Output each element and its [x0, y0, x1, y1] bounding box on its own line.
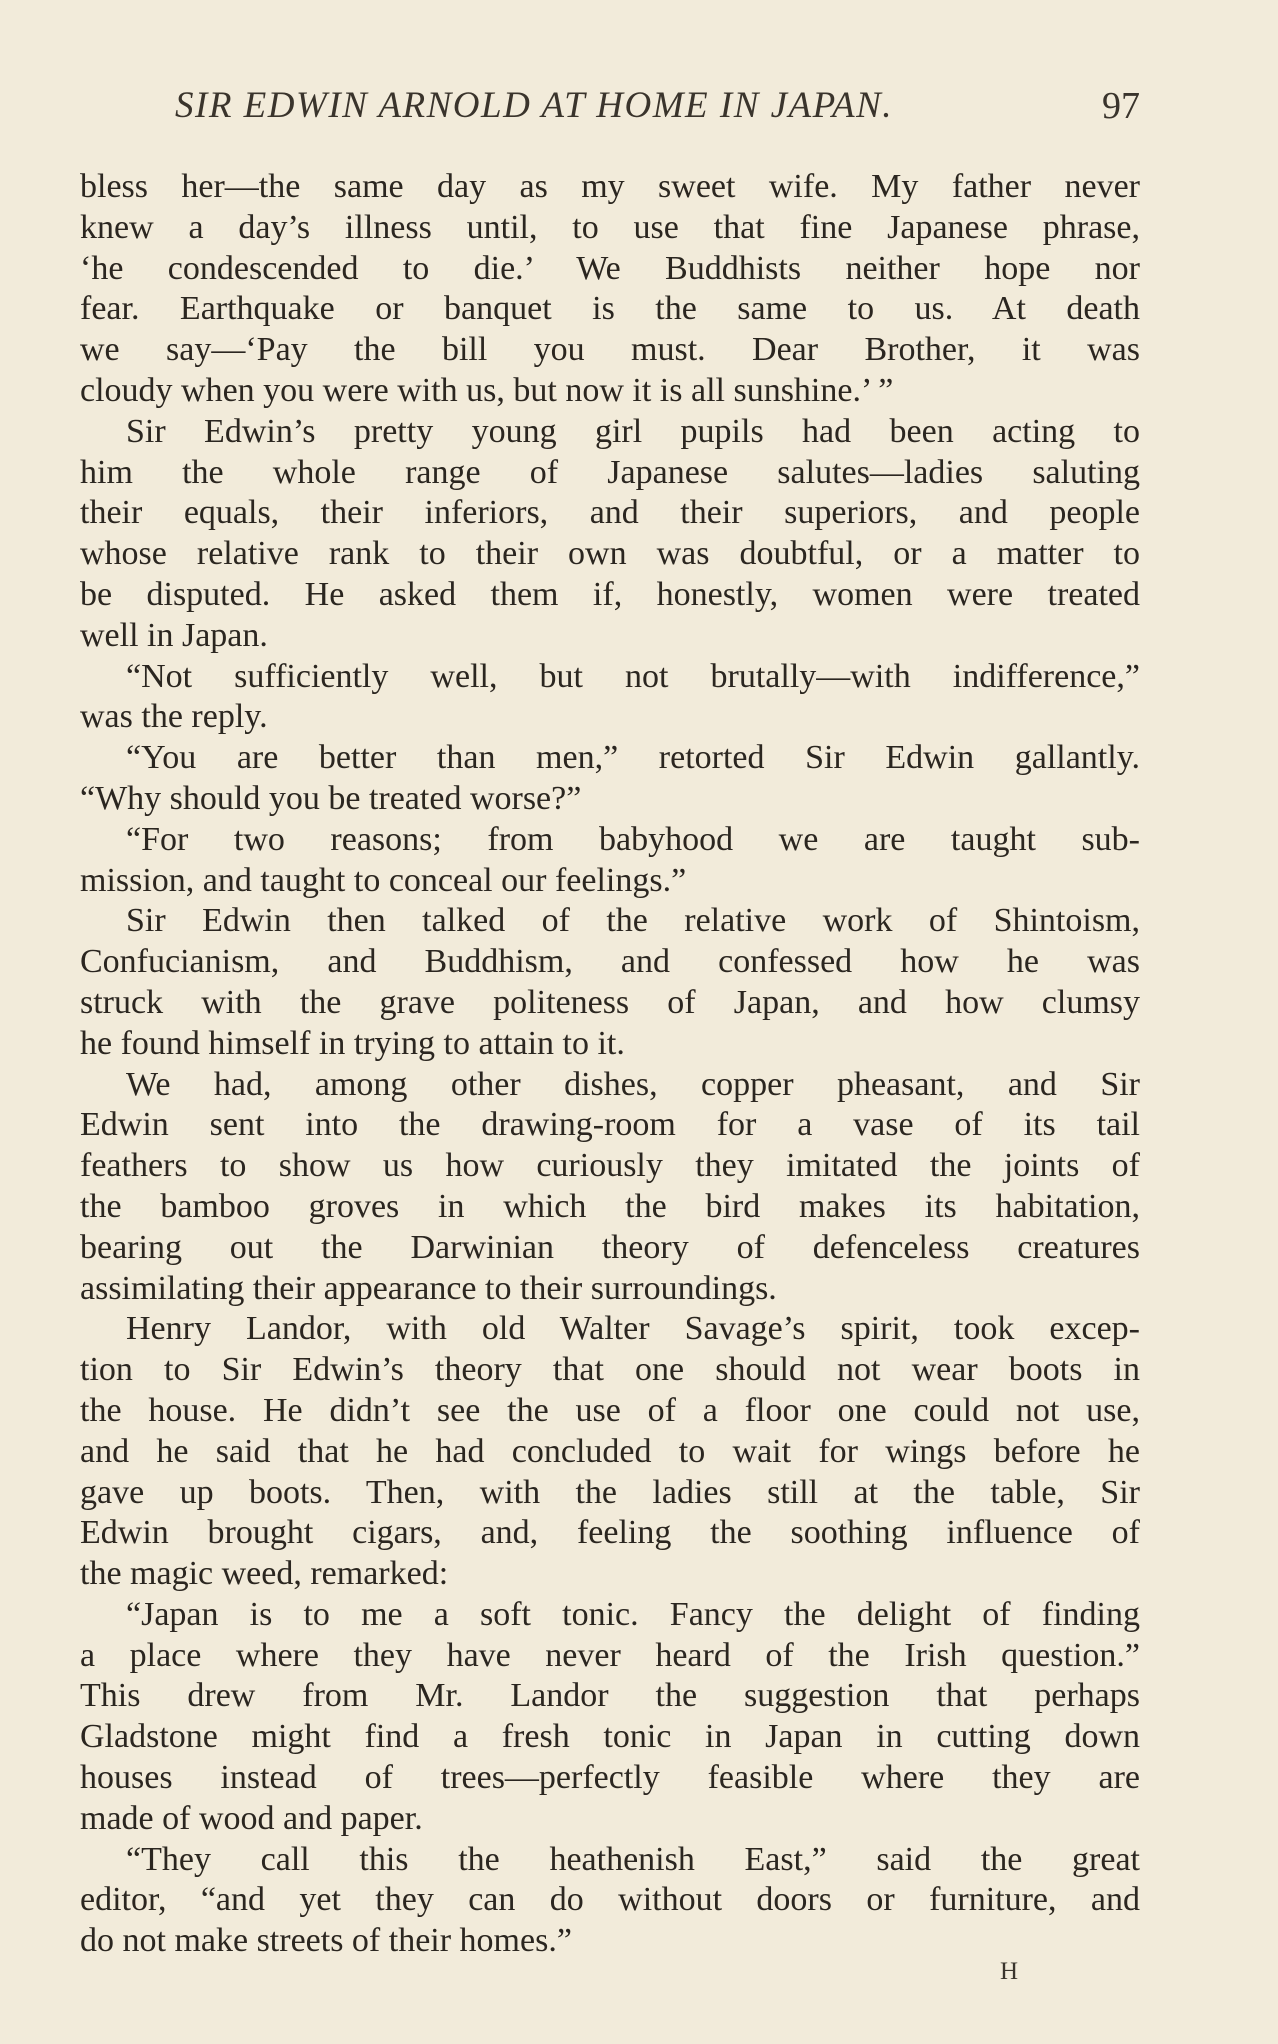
text-line: editor, “and yet they can do without doors or furniture, and — [80, 1881, 1140, 1919]
text-line: “They call this the heathenish East,” said the great — [126, 1840, 1140, 1878]
text-line: made of wood and paper. — [80, 1799, 423, 1837]
text-line: Sir Edwin then talked of the relative work of Shintoism, — [126, 902, 1140, 940]
text-line: Edwin sent into the drawing-room for a vase of its tail — [80, 1106, 1140, 1144]
text-line: “Japan is to me a soft tonic. Fancy the delight of finding — [126, 1595, 1140, 1633]
text-line: him the whole range of Japanese salutes—ladies saluting — [80, 453, 1140, 491]
text-line: ‘he condescended to die.’ We Buddhists neither hope nor — [80, 249, 1140, 287]
text-line: Edwin brought cigars, and, feeling the soothing influence of — [80, 1514, 1140, 1552]
text-line: do not make streets of their homes.” — [80, 1922, 572, 1960]
text-line: their equals, their inferiors, and their superiors, and people — [80, 494, 1140, 532]
text-line: Sir Edwin’s pretty young girl pupils had been acting to — [126, 412, 1140, 450]
signature-mark: H — [1000, 1958, 1020, 1985]
text-line: We had, among other dishes, copper pheasant, and Sir — [126, 1065, 1140, 1103]
text-line: “For two reasons; from babyhood we are taught sub- — [126, 820, 1140, 858]
text-line: we say—‘Pay the bill you must. Dear Brother, it was — [80, 331, 1140, 369]
text-line: cloudy when you were with us, but now it is all sunshine.’ ” — [80, 371, 894, 409]
text-line: he found himself in trying to attain to it. — [80, 1024, 625, 1062]
text-line: the magic weed, remarked: — [80, 1555, 449, 1593]
text-line: Gladstone might find a fresh tonic in Japan in cutting down — [80, 1718, 1140, 1756]
text-line: bearing out the Darwinian theory of defenceless creatures — [80, 1228, 1140, 1266]
text-line: well in Japan. — [80, 616, 268, 654]
text-line: “Not sufficiently well, but not brutally—with indifference,” — [126, 657, 1140, 695]
text-line: was the reply. — [80, 698, 268, 736]
text-line: Confucianism, and Buddhism, and confessed how he was — [80, 943, 1140, 981]
text-line: feathers to show us how curiously they imitated the joints of — [80, 1147, 1140, 1185]
text-line: a place where they have never heard of the Irish question.” — [80, 1636, 1140, 1674]
running-title: SIR EDWIN ARNOLD AT HOME IN JAPAN. — [175, 85, 894, 126]
text-line: houses instead of trees—perfectly feasible where they are — [80, 1759, 1140, 1797]
text-line: gave up boots. Then, with the ladies still at the table, Sir — [80, 1473, 1140, 1511]
text-line: the bamboo groves in which the bird makes its habitation, — [80, 1187, 1140, 1225]
text-line: bless her—the same day as my sweet wife. My father never — [80, 168, 1140, 205]
text-line: the house. He didn’t see the use of a floor one could not use, — [80, 1391, 1140, 1429]
text-line: “Why should you be treated worse?” — [80, 779, 582, 817]
text-line: tion to Sir Edwin’s theory that one should not wear boots in — [80, 1351, 1140, 1389]
text-line: This drew from Mr. Landor the suggestion that perhaps — [80, 1677, 1140, 1715]
text-line: assimilating their appearance to their surroundings. — [80, 1269, 777, 1307]
page-number: 97 — [1102, 85, 1140, 127]
text-line: fear. Earthquake or banquet is the same to us. At death — [80, 290, 1140, 328]
text-line: mission, and taught to conceal our feelings.” — [80, 861, 687, 899]
text-line: Henry Landor, with old Walter Savage’s spirit, took excep- — [126, 1310, 1140, 1348]
text-line: whose relative rank to their own was doubtful, or a matter to — [80, 535, 1140, 573]
text-line: struck with the grave politeness of Japan, and how clumsy — [80, 983, 1140, 1021]
text-line: knew a day’s illness until, to use that fine Japanese phrase, — [80, 208, 1140, 246]
text-line: “You are better than men,” retorted Sir Edwin gallantly. — [126, 739, 1140, 777]
text-line: and he said that he had concluded to wait for wings before he — [80, 1432, 1140, 1470]
text-line: be disputed. He asked them if, honestly, women were treated — [80, 575, 1140, 613]
body-text — [80, 167, 1140, 1962]
running-head — [80, 84, 1140, 134]
